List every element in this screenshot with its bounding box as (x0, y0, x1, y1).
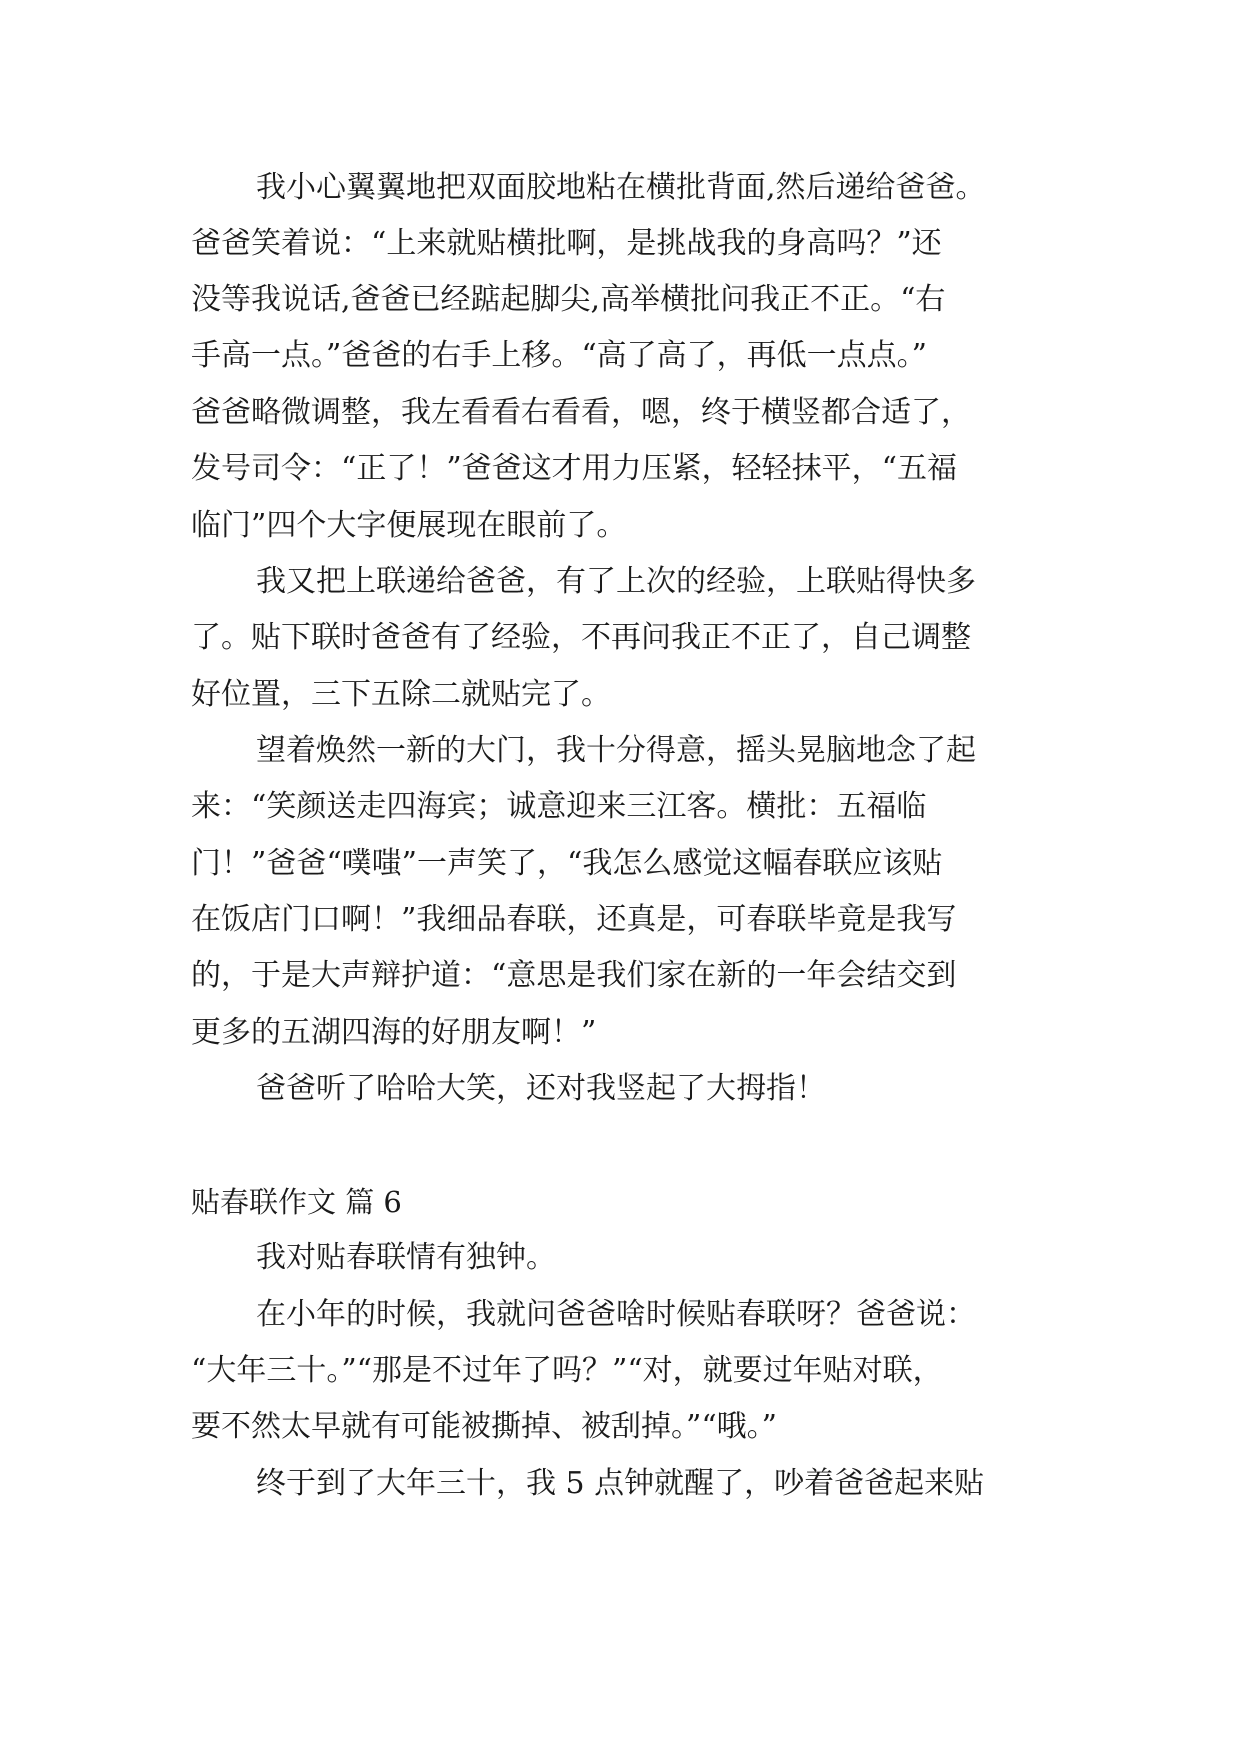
paragraph-3-line-3: 门！”爸爸“噗嗤”一声笑了，“我怎么感觉这幅春联应该贴 (191, 846, 943, 881)
paragraph-1-line-6: 发号司令：“正了！”爸爸这才用力压紧，轻轻抹平，“五福 (191, 451, 958, 486)
paragraph-2-line-1: 我又把上联递给爸爸，有了上次的经验，上联贴得快多 (256, 564, 976, 599)
paragraph-7-line-1: 终于到了大年三十，我 5 点钟就醒了，吵着爸爸起来贴 (256, 1466, 985, 1501)
paragraph-5-line-1: 我对贴春联情有独钟。 (256, 1240, 556, 1275)
paragraph-6-line-3: 要不然太早就有可能被撕掉、被刮掉。”“哦。” (191, 1409, 778, 1444)
paragraph-1-line-5: 爸爸略微调整，我左看看右看看，嗯，终于横竖都合适了， (191, 395, 971, 430)
paragraph-3-line-5: 的，于是大声辩护道：“意思是我们家在新的一年会结交到 (191, 958, 957, 993)
paragraph-6-line-2: “大年三十。”“那是不过年了吗？”“对，就要过年贴对联， (191, 1353, 943, 1388)
paragraph-4-line-1: 爸爸听了哈哈大笑，还对我竖起了大拇指！ (256, 1071, 826, 1106)
paragraph-1-line-4: 手高一点。”爸爸的右手上移。“高了高了，再低一点点。” (191, 338, 928, 373)
paragraph-2-line-2: 了。贴下联时爸爸有了经验，不再问我正不正了，自己调整 (191, 620, 971, 655)
paragraph-3-line-4: 在饭店门口啊！”我细品春联，还真是，可春联毕竟是我写 (191, 902, 957, 937)
paragraph-1-line-1: 我小心翼翼地把双面胶地粘在横批背面,然后递给爸爸。 (256, 170, 986, 205)
paragraph-2-line-3: 好位置，三下五除二就贴完了。 (191, 677, 611, 712)
paragraph-1-line-7: 临门”四个大字便展现在眼前了。 (191, 508, 627, 543)
paragraph-3-line-1: 望着焕然一新的大门，我十分得意，摇头晃脑地念了起 (256, 733, 976, 768)
paragraph-1-line-2: 爸爸笑着说：“上来就贴横批啊，是挑战我的身高吗？”还 (191, 226, 942, 261)
paragraph-1-line-3: 没等我说话,爸爸已经踮起脚尖,高举横批问我正不正。“右 (191, 282, 946, 317)
paragraph-3-line-2: 来：“笑颜送走四海宾；诚意迎来三江客。横批：五福临 (191, 789, 927, 824)
paragraph-3-line-6: 更多的五湖四海的好朋友啊！” (191, 1015, 597, 1050)
section-heading: 贴春联作文 篇 6 (191, 1185, 402, 1219)
paragraph-6-line-1: 在小年的时候，我就问爸爸啥时候贴春联呀？爸爸说： (256, 1297, 976, 1332)
